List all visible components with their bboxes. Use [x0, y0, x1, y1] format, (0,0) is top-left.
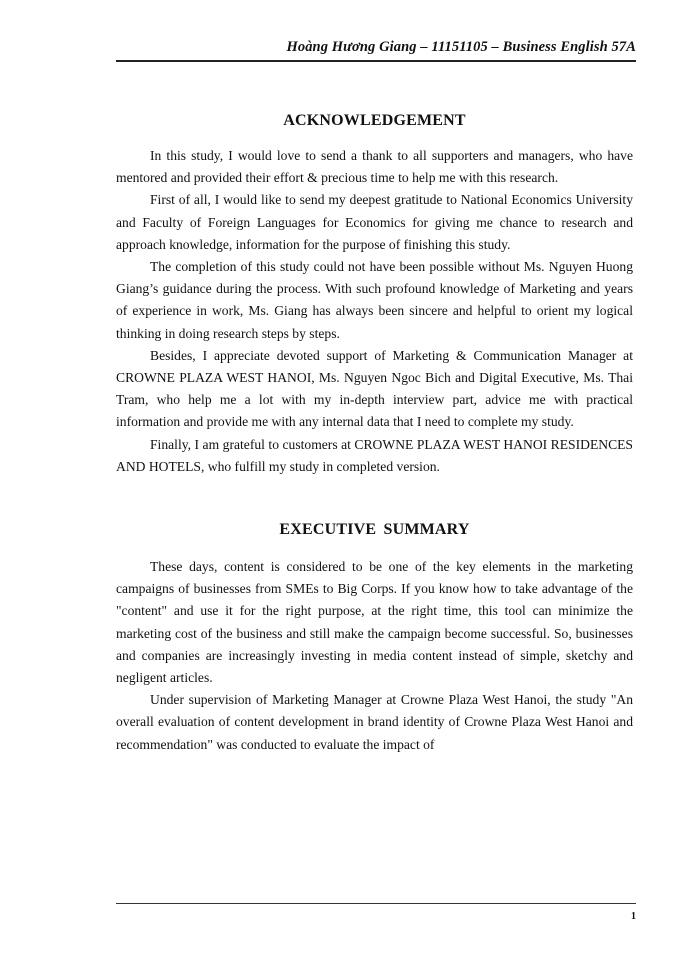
page-header: [116, 38, 636, 62]
executive-summary-paragraph: These days, content is considered to be one of the key elements in the marketing campaigns of businesses from SMEs to Big Corps. If you know how to take advantage of the "content" and use it for the right purpose, at the right time, this tool can minimize the marketing cost of the business and still make the campaign become successful. So, businesses and companies are increasingly investing in media content instead of simple, sketchy and negligent articles.: [116, 559, 633, 686]
acknowledgement-paragraph: First of all, I would like to send my deepest gratitude to National Economics University and Faculty of Foreign Languages for Economics for giving me chance to research and approach knowledge, information for the purpose of finishing this study.: [116, 192, 633, 252]
acknowledgement-paragraph: Besides, I appreciate devoted support of Marketing & Communication Manager at CROWNE PLAZA WEST HANOI, Ms. Nguyen Ngoc Bich and Digital Executive, Ms. Thai Tram, who help me a lot with my in-depth interview part, advice me with practical information and provide me with any internal data that I need to complete my study.: [116, 347, 633, 430]
executive-summary-heading: EXECUTIVE SUMMARY: [279, 521, 470, 539]
acknowledgement-heading: ACKNOWLEDGEMENT: [283, 112, 466, 129]
page-number: 1: [631, 911, 636, 922]
acknowledgement-paragraph: Finally, I am grateful to customers at CROWNE PLAZA WEST HANOI RESIDENCES AND HOTELS, who fulfill my study in completed version.: [116, 436, 633, 474]
acknowledgement-paragraph: The completion of this study could not have been possible without Ms. Nguyen Huong Giang’s guidance during the process. With such profound knowledge of Marketing and years of experience in work, Ms. Giang has always been sincere and helpful to orient my logical thinking in doing research steps by steps.: [116, 259, 633, 341]
document-body: [116, 112, 633, 756]
running-header-text: Hoàng Hương Giang – 11151105 – Business English 57A: [286, 39, 636, 55]
page-footer: [116, 903, 636, 924]
executive-summary-paragraph: Under supervision of Marketing Manager at Crowne Plaza West Hanoi, the study "An overall evaluation of content development in brand identity of Crowne Plaza West Hanoi and recommendation" was conducted to evaluate the impact of: [116, 692, 633, 752]
acknowledgement-paragraph: In this study, I would love to send a thank to all supporters and managers, who have mentored and provided their effort & precious time to help me with this research.: [116, 148, 633, 186]
